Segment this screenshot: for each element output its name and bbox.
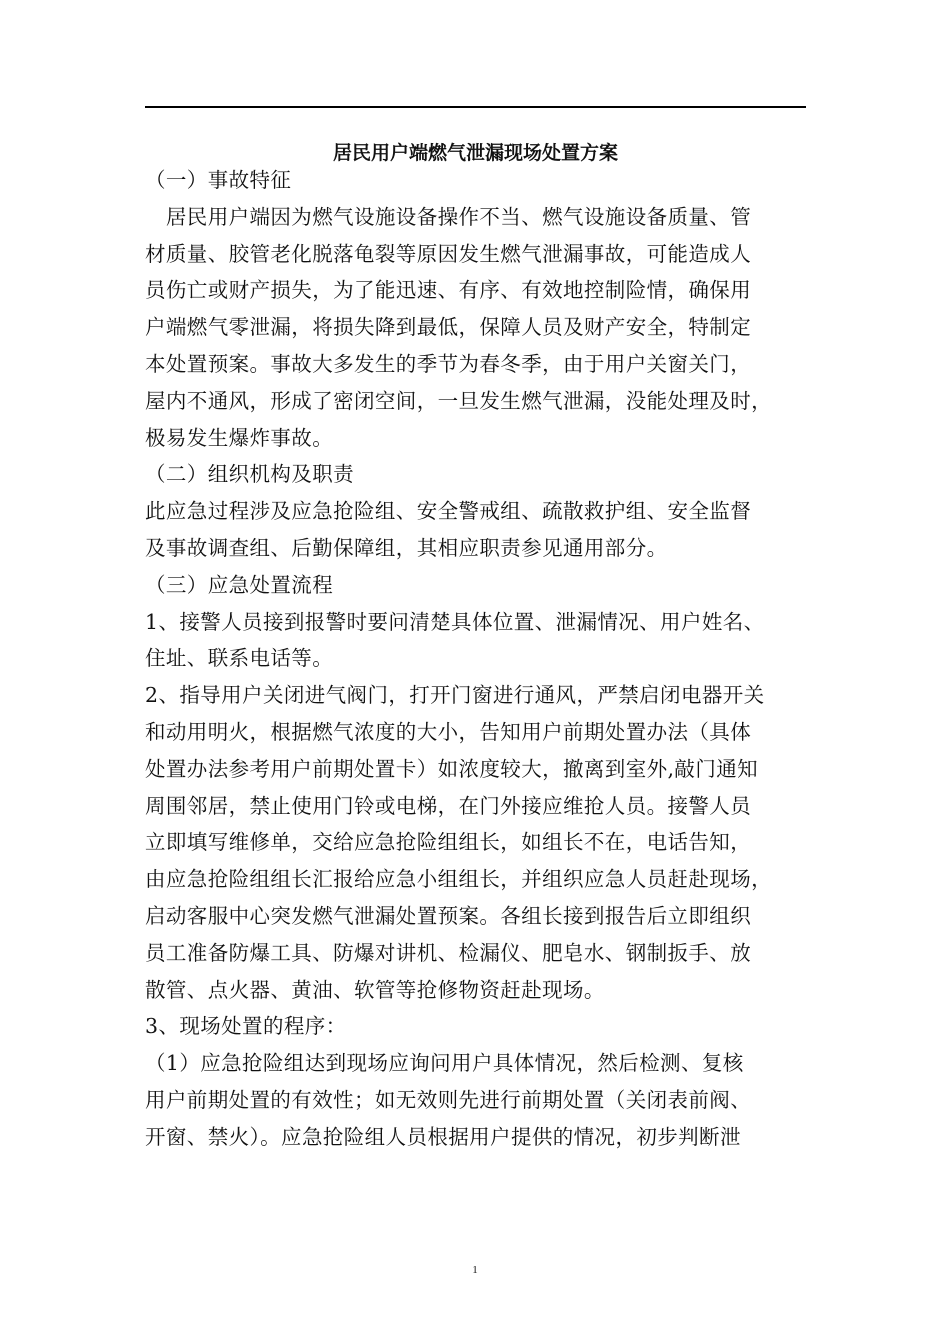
- body-line: （二）组织机构及职责: [145, 462, 354, 487]
- body-line: （一）事故特征: [145, 168, 292, 192]
- body-line: 3、现场处置的程序：: [145, 1014, 347, 1039]
- body-line: 1、接警人员接到报警时要问清楚具体位置、泄漏情况、用户姓名、: [145, 609, 765, 634]
- body-line: 及事故调查组、后勤保障组，其相应职责参见通用部分。: [145, 535, 668, 560]
- body-line: 周围邻居，禁止使用门铃或电梯，在门外接应维抢人员。接警人员: [145, 793, 752, 818]
- body-line: 2、指导用户关闭进气阀门，打开门窗进行通风，严禁启闭电器开关: [145, 683, 765, 708]
- body-line: 本处置预案。事故大多发生的季节为春冬季，由于用户关窗关门，: [145, 351, 752, 376]
- body-line: 启动客服中心突发燃气泄漏处置预案。各组长接到报告后立即组织: [145, 903, 752, 928]
- document-title: 居民用户端燃气泄漏现场处置方案: [332, 142, 618, 164]
- body-line: （三）应急处置流程: [145, 572, 334, 597]
- body-line: 由应急抢险组组长汇报给应急小组组长，并组织应急人员赶赴现场，: [145, 867, 772, 892]
- body-line: 户端燃气零泄漏，将损失降到最低，保障人员及财产安全，特制定: [145, 315, 752, 340]
- body-line: 开窗、禁火）。应急抢险组人员根据用户提供的情况，初步判断泄: [145, 1124, 741, 1149]
- body-line: 此应急过程涉及应急抢险组、安全警戒组、疏散救护组、安全监督: [145, 499, 752, 524]
- body-line: 和动用明火，根据燃气浓度的大小，告知用户前期处置办法（具体: [145, 719, 752, 744]
- body-line: 散管、点火器、黄油、软管等抢修物资赶赴现场。: [145, 977, 605, 1002]
- body-line: 用户前期处置的有效性；如无效则先进行前期处置（关闭表前阀、: [145, 1087, 752, 1112]
- page-number: 1: [472, 1264, 478, 1276]
- body-line: 立即填写维修单，交给应急抢险组组长，如组长不在，电话告知，: [145, 830, 752, 855]
- body-line: 员工准备防爆工具、防爆对讲机、检漏仪、肥皂水、钢制扳手、放: [145, 940, 752, 965]
- body-line: 极易发生爆炸事故。: [145, 425, 334, 450]
- document-body: [145, 162, 825, 1156]
- body-line: 居民用户端因为燃气设施设备操作不当、燃气设施设备质量、管: [145, 204, 752, 229]
- body-line: 处置办法参考用户前期处置卡）如浓度较大，撤离到室外,敲门通知: [145, 756, 759, 781]
- body-line: （1）应急抢险组达到现场应询问用户具体情况，然后检测、复核: [145, 1051, 744, 1076]
- body-line: 屋内不通风，形成了密闭空间，一旦发生燃气泄漏，没能处理及时，: [145, 388, 772, 413]
- header-rule: [145, 106, 806, 108]
- body-line: 员伤亡或财产损失，为了能迅速、有序、有效地控制险情，确保用: [145, 278, 752, 303]
- body-line: 材质量、胶管老化脱落龟裂等原因发生燃气泄漏事故，可能造成人: [145, 241, 752, 266]
- body-line: 住址、联系电话等。: [145, 646, 334, 671]
